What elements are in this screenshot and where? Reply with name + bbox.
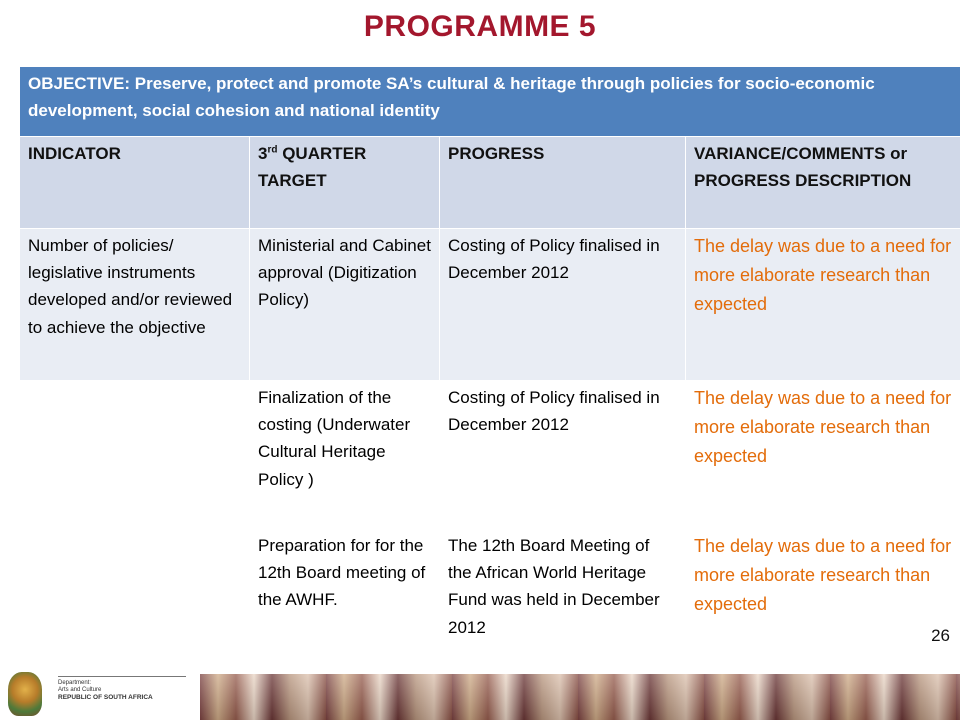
header-target-ordinal: rd [267,144,278,156]
comment-cell: The delay was due to a need for more elaborate research than expected [686,529,960,657]
header-variance: VARIANCE/COMMENTS or PROGRESS DESCRIPTION [686,137,960,229]
indicator-cell [20,381,250,529]
table-row [20,229,960,381]
objective-cell: OBJECTIVE: Preserve, protect and promote SA’s cultural & heritage through policies for socio-economic development, social cohesion and national identity [20,67,960,137]
indicator-cell [20,529,250,657]
progress-cell: Costing of Policy finalised in December 2012 [440,381,686,529]
dept-line-1: Department: [58,680,92,686]
indicator-cell: Number of policies/ legislative instruments developed and/or reviewed to achieve the objective [20,229,250,381]
coat-of-arms-icon [8,672,42,716]
target-cell: Finalization of the costing (Underwater Cultural Heritage Policy ) [250,381,440,529]
header-target-label: QUARTER TARGET [258,144,367,191]
department-name [58,680,153,701]
header-row [20,137,960,229]
table-row [20,381,960,529]
target-cell: Ministerial and Cabinet approval (Digitization Policy) [250,229,440,381]
objective-row [20,67,960,137]
dept-line-3: REPUBLIC OF SOUTH AFRICA [58,694,153,701]
programme-table [19,66,960,657]
header-target-number: 3 [258,144,268,163]
footer-banner [0,666,960,720]
page-title: PROGRAMME 5 [363,10,597,43]
table-row [20,529,960,657]
header-target [250,137,440,229]
header-indicator: INDICATOR [20,137,250,229]
dept-line-2: Arts and Culture [58,687,102,693]
header-progress: PROGRESS [440,137,686,229]
logo-divider [58,676,186,677]
comment-cell: The delay was due to a need for more elaborate research than expected [686,229,960,381]
photo-strip-shade [200,674,960,720]
progress-cell: Costing of Policy finalised in December 2012 [440,229,686,381]
department-logo [0,666,200,720]
comment-cell: The delay was due to a need for more elaborate research than expected [686,381,960,529]
progress-cell: The 12th Board Meeting of the African World Heritage Fund was held in December 2012 [440,529,686,657]
page-number: 26 [931,626,950,645]
target-cell: Preparation for for the 12th Board meeting of the AWHF. [250,529,440,657]
